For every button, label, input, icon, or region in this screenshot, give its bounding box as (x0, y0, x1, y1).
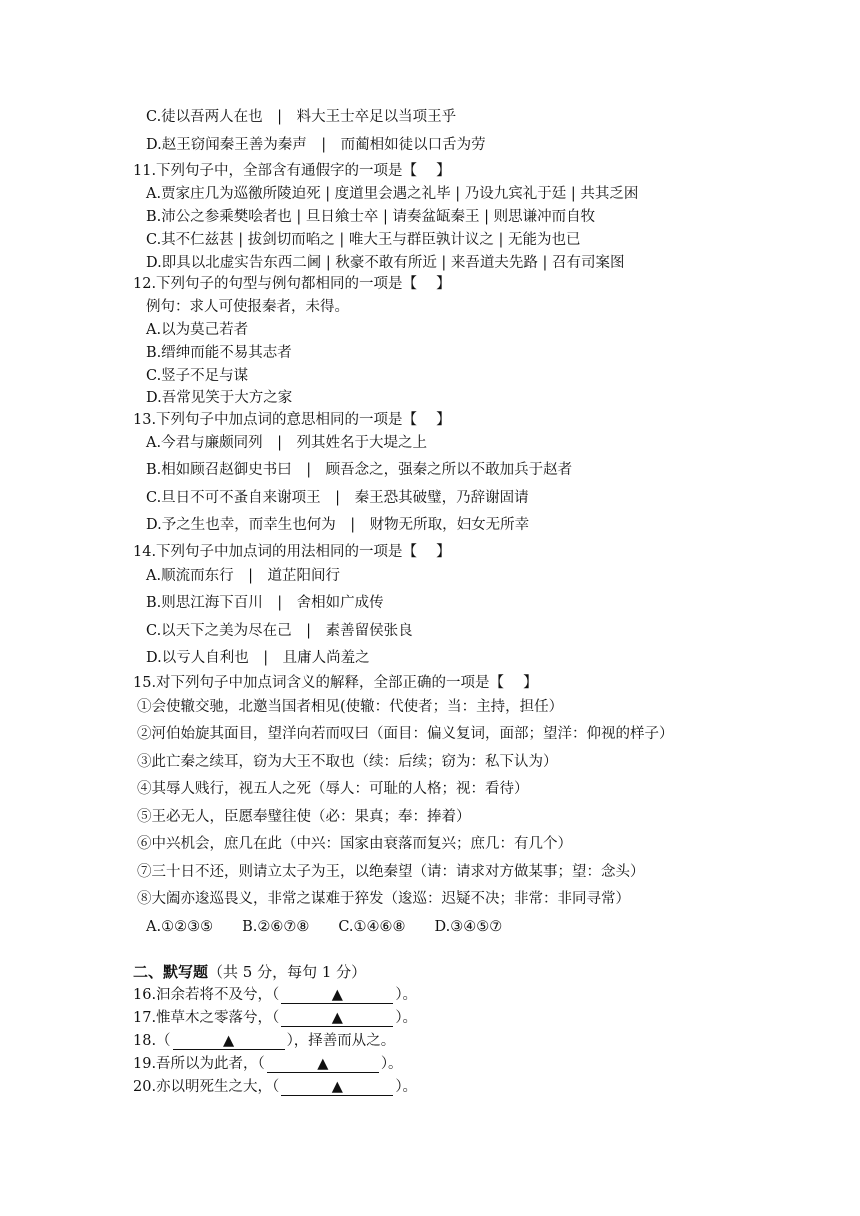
q14-stem: 14.下列句子中加点词的用法相同的一项是【 】 (133, 544, 451, 560)
q14-option-c: C.以天下之美为尽在己 | 素善留侯张良 (146, 623, 413, 639)
q15-item-1: ①会使辙交驰，北邀当国者相见(使辙：代使者；当：主持，担任） (137, 699, 564, 715)
fill-19-after: ）。 (380, 1056, 403, 1072)
q13-option-c: C.旦日不可不蚤自来谢项王 | 秦王恐其破璧，乃辞谢固请 (146, 490, 529, 506)
fill-17-before: 17.惟草木之零落兮，（ (133, 1010, 280, 1026)
q12-option-c: C.竖子不足与谋 (146, 368, 249, 384)
fill-16-before: 16.汩余若将不及兮，（ (133, 987, 280, 1003)
fill-17 (133, 1008, 417, 1028)
fill-16 (133, 985, 417, 1005)
q13-option-b: B.相如顾召赵御史书曰 | 顾吾念之，强秦之所以不敢加兵于赵者 (146, 462, 573, 478)
q15-choices: A.①②③⑤ B.②⑥⑦⑧ C.①④⑥⑧ D.③④⑤⑦ (146, 919, 503, 935)
q11-option-c: C.其不仁兹甚 | 拔剑切而啗之 | 唯大王与群臣孰计议之 | 无能为也已 (146, 232, 581, 248)
q12-example: 例句：求人可使报秦者，未得。 (146, 299, 349, 315)
q12-option-b: B.缙绅而能不易其志者 (146, 345, 292, 361)
q15-item-8: ⑧大阖亦逡巡畏义，非常之谋难于猝发（逡巡：迟疑不决；非常：非同寻常） (137, 891, 630, 907)
answer-blank[interactable] (281, 1010, 393, 1027)
q13-option-a: A.今君与廉颇同列 | 列其姓名于大堤之上 (146, 435, 427, 451)
q12-option-d: D.吾常见笑于大方之家 (146, 390, 293, 406)
q14-option-b: B.则思江海下百川 | 舍相如广成传 (146, 595, 384, 611)
answer-blank[interactable] (281, 987, 393, 1004)
q12-option-a: A.以为莫己若者 (146, 322, 249, 338)
triangle-icon: ▲ (331, 987, 343, 1003)
q15-item-2: ②河伯始旋其面目，望洋向若而叹曰（面目：偏义复词，面部；望洋：仰视的样子） (137, 726, 674, 742)
section-2-heading (133, 962, 366, 982)
fill-20-after: ）。 (395, 1079, 418, 1095)
q15-item-4: ④其辱人贱行，视五人之死（辱人：可耻的人格；视：看待） (137, 781, 529, 797)
q14-option-a: A.顺流而东行 | 道芷阳间行 (146, 568, 340, 584)
fill-18-after: ），择善而从之。 (286, 1033, 396, 1049)
q14-option-d: D.以亏人自利也 | 且庸人尚羞之 (146, 650, 370, 666)
q15-stem: 15.对下列句子中加点词含义的解释，全部正确的一项是【 】 (133, 675, 538, 691)
fill-20-before: 20.亦以明死生之大，（ (133, 1079, 280, 1095)
q10-option-d: D.赵王窃闻秦王善为秦声 | 而蔺相如徒以口舌为劳 (146, 137, 486, 153)
answer-blank[interactable] (173, 1033, 285, 1050)
fill-18-before: 18.（ (133, 1033, 171, 1049)
triangle-icon: ▲ (331, 1079, 343, 1095)
triangle-icon: ▲ (317, 1056, 329, 1072)
q15-item-3: ③此亡秦之续耳，窃为大王不取也（续：后续；窃为：私下认为） (137, 754, 558, 770)
q11-option-d: D.即具以北虚实告东西二阃 | 秋豪不敢有所近 | 来吾道夫先路 | 召有司案图 (146, 255, 625, 271)
q15-item-6: ⑥中兴机会，庶几在此（中兴：国家由衰落而复兴；庶几：有几个） (137, 836, 572, 852)
q11-stem: 11.下列句子中，全部含有通假字的一项是【 】 (133, 163, 451, 179)
q11-option-b: B.沛公之参乘樊哙者也 | 旦日飨士卒 | 请奏盆缻秦王 | 则思谦冲而自牧 (146, 209, 596, 225)
fill-20 (133, 1077, 417, 1097)
q10-option-c: C.徒以吾两人在也 | 料大王士卒足以当项王乎 (146, 109, 457, 125)
fill-17-after: ）。 (395, 1010, 418, 1026)
q15-item-7: ⑦三十日不还，则请立太子为王，以绝秦望（请：请求对方做某事；望：念头） (137, 864, 645, 880)
triangle-icon: ▲ (222, 1033, 235, 1049)
q13-stem: 13.下列句子中加点词的意思相同的一项是【 】 (133, 412, 451, 428)
fill-18 (133, 1031, 395, 1051)
answer-blank[interactable] (281, 1079, 393, 1096)
q11-option-a: A.贾家庄几为巡徼所陵迫死 | 度道里会遇之礼毕 | 乃设九宾礼于廷 | 共其乏困 (146, 186, 639, 202)
q13-option-d: D.予之生也幸，而幸生也何为 | 财物无所取，妇女无所幸 (146, 517, 530, 533)
q12-stem: 12.下列句子的句型与例句都相同的一项是【 】 (133, 276, 451, 292)
q15-item-5: ⑤王必无人，臣愿奉璧往使（必：果真；奉：捧着） (137, 809, 471, 825)
fill-19-before: 19.吾所以为此者，（ (133, 1056, 265, 1072)
section-2-title: 二、默写题 (133, 963, 209, 981)
answer-blank[interactable] (267, 1056, 379, 1073)
section-2-note: （共 5 分，每句 1 分） (208, 963, 367, 981)
fill-16-after: ）。 (395, 987, 418, 1003)
fill-19 (133, 1054, 403, 1074)
triangle-icon: ▲ (331, 1010, 343, 1026)
